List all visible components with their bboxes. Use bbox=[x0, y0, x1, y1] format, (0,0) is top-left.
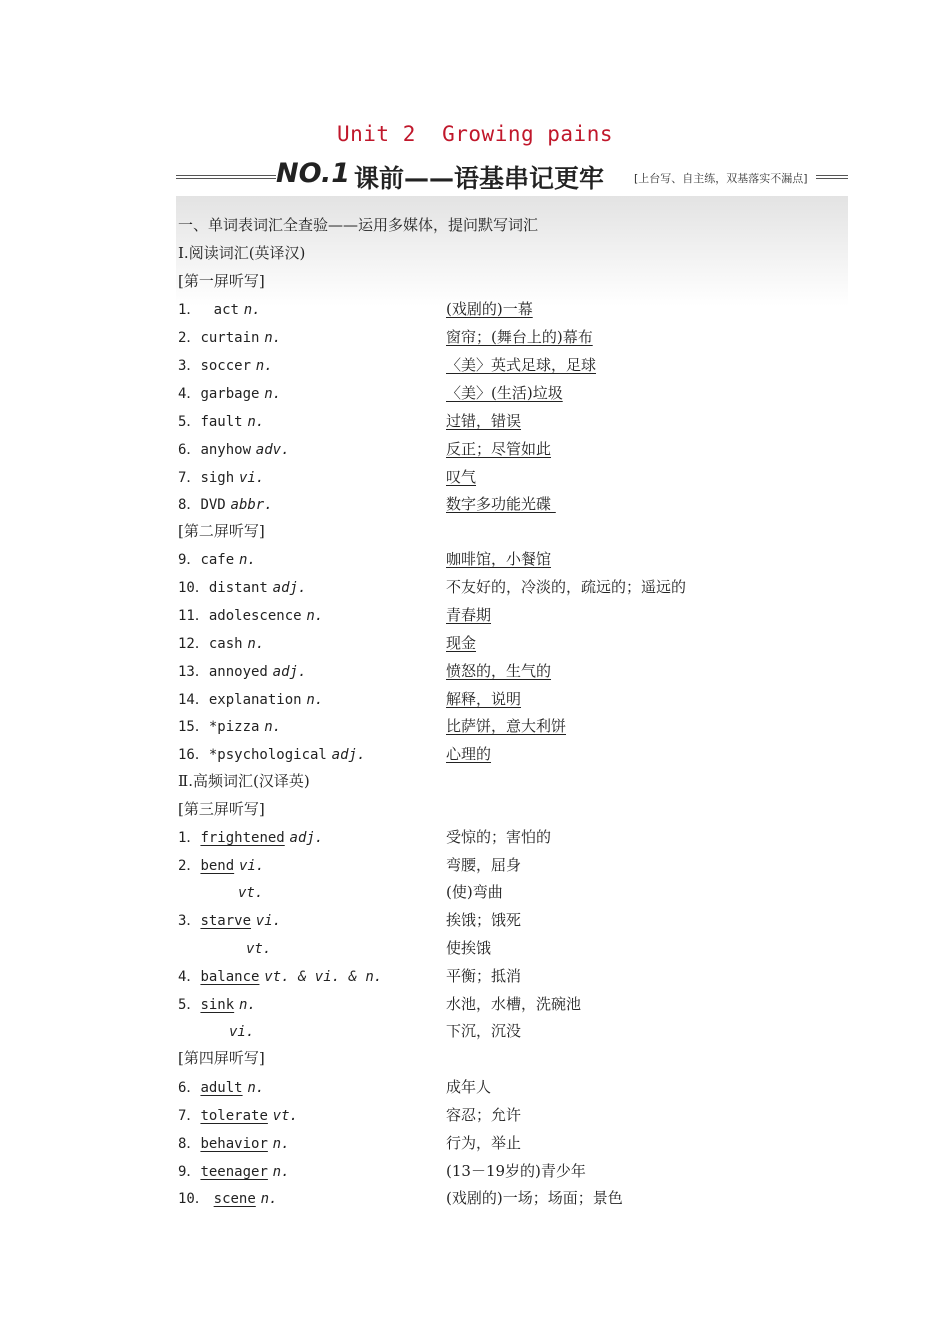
vocab-meaning: 行为，举止 bbox=[446, 1134, 522, 1152]
vocab-meaning: (戏剧的)一场；场面；景色 bbox=[446, 1189, 623, 1207]
vocab-row: 8．behavior n. bbox=[178, 1136, 290, 1152]
screen4-label: [第四屏听写] bbox=[178, 1049, 265, 1067]
vocab-row: 5．sink n. bbox=[178, 997, 256, 1013]
part2-heading: Ⅱ.高频词汇(汉译英) bbox=[178, 772, 310, 790]
vocab-meaning: 平衡；抵消 bbox=[446, 967, 522, 985]
vocab-meaning: 心理的 bbox=[446, 745, 492, 763]
vocab-meaning: 数字多功能光碟 bbox=[446, 495, 556, 513]
vocab-row: 13．annoyed adj. bbox=[178, 664, 307, 680]
vocab-row: 7．tolerate vt. bbox=[178, 1108, 298, 1124]
vocab-meaning: 现金 bbox=[446, 634, 477, 652]
vocab-meaning: 过错，错误 bbox=[446, 412, 522, 430]
vocab-meaning: (13－19岁的)青少年 bbox=[446, 1162, 586, 1180]
vocab-meaning: 比萨饼，意大利饼 bbox=[446, 717, 567, 735]
vocab-row: 4．balance vt. & vi. & n. bbox=[178, 969, 383, 985]
vocab-row: 10．distant adj. bbox=[178, 580, 307, 596]
screen2-label: [第二屏听写] bbox=[178, 522, 265, 540]
vocab-row: 1．frightened adj. bbox=[178, 830, 324, 846]
banner-number: NO.1 bbox=[276, 158, 350, 189]
vocab-row: 8．DVD abbr. bbox=[178, 497, 273, 513]
vocab-meaning: 成年人 bbox=[446, 1078, 492, 1096]
section-banner bbox=[176, 158, 848, 194]
vocab-meaning: 使挨饿 bbox=[446, 939, 492, 957]
vocab-meaning: 青春期 bbox=[446, 606, 492, 624]
screen3-label: [第三屏听写] bbox=[178, 800, 265, 818]
vocab-row: 15．*pizza n. bbox=[178, 719, 282, 735]
vocab-row: 11．adolescence n. bbox=[178, 608, 324, 624]
screen1-label: [第一屏听写] bbox=[178, 272, 265, 290]
vocab-meaning: (戏剧的)一幕 bbox=[446, 300, 533, 318]
vocab-row: 9．cafe n. bbox=[178, 552, 256, 568]
vocab-row: 1． act n. bbox=[178, 302, 261, 318]
vocab-meaning: 〈美〉(生活)垃圾 bbox=[446, 384, 563, 402]
vocab-meaning: 反正；尽管如此 bbox=[446, 440, 552, 458]
vocab-meaning: 不友好的，冷淡的，疏远的；遥远的 bbox=[446, 578, 687, 596]
vocab-meaning: 解释，说明 bbox=[446, 690, 522, 708]
vocab-meaning: 下沉，沉没 bbox=[446, 1022, 522, 1040]
vocab-row: 14．explanation n. bbox=[178, 692, 324, 708]
vocab-meaning: 弯腰，屈身 bbox=[446, 856, 522, 874]
vocab-row: 2．curtain n. bbox=[178, 330, 282, 346]
vocab-row: 12．cash n. bbox=[178, 636, 265, 652]
vocab-row: 10． scene n. bbox=[178, 1191, 278, 1207]
vocab-meaning: 咖啡馆，小餐馆 bbox=[446, 550, 552, 568]
banner-rule-left bbox=[176, 175, 276, 179]
vocab-subrow: vt. bbox=[238, 885, 264, 901]
vocab-row: 6．adult n. bbox=[178, 1080, 265, 1096]
vocab-row: 4．garbage n. bbox=[178, 386, 282, 402]
vocab-row: 16．*psychological adj. bbox=[178, 747, 366, 763]
banner-label: 课前——语基串记更牢 bbox=[354, 164, 605, 193]
section1-heading: 一、单词表词汇全查验——运用多媒体，提问默写词汇 bbox=[178, 216, 539, 234]
vocab-row: 7．sigh vi. bbox=[178, 470, 265, 486]
vocab-row: 3．soccer n. bbox=[178, 358, 273, 374]
vocab-row: 5．fault n. bbox=[178, 414, 265, 430]
vocab-meaning: 受惊的；害怕的 bbox=[446, 828, 552, 846]
banner-rule-right bbox=[816, 175, 848, 179]
vocab-meaning: 窗帘；(舞台上的)幕布 bbox=[446, 328, 593, 346]
vocab-row: 6．anyhow adv. bbox=[178, 442, 290, 458]
unit-title: Unit 2 Growing pains bbox=[336, 122, 613, 146]
vocab-row: 2．bend vi. bbox=[178, 858, 265, 874]
vocab-meaning: 叹气 bbox=[446, 468, 477, 486]
vocab-meaning: 水池，水槽，洗碗池 bbox=[446, 995, 582, 1013]
banner-note: [上台写、自主练，双基落实不漏点] bbox=[634, 172, 808, 185]
vocab-meaning: 容忍；允许 bbox=[446, 1106, 522, 1124]
vocab-subrow: vt. bbox=[246, 941, 272, 957]
vocab-meaning: 愤怒的，生气的 bbox=[446, 662, 552, 680]
vocab-subrow: vi. bbox=[229, 1024, 255, 1040]
vocab-meaning: 〈美〉英式足球，足球 bbox=[446, 356, 597, 374]
vocab-meaning: (使)弯曲 bbox=[446, 883, 503, 901]
vocab-row: 9．teenager n. bbox=[178, 1164, 290, 1180]
vocab-row: 3．starve vi. bbox=[178, 913, 282, 929]
part1-heading: Ⅰ.阅读词汇(英译汉) bbox=[178, 244, 306, 262]
vocab-meaning: 挨饿；饿死 bbox=[446, 911, 522, 929]
